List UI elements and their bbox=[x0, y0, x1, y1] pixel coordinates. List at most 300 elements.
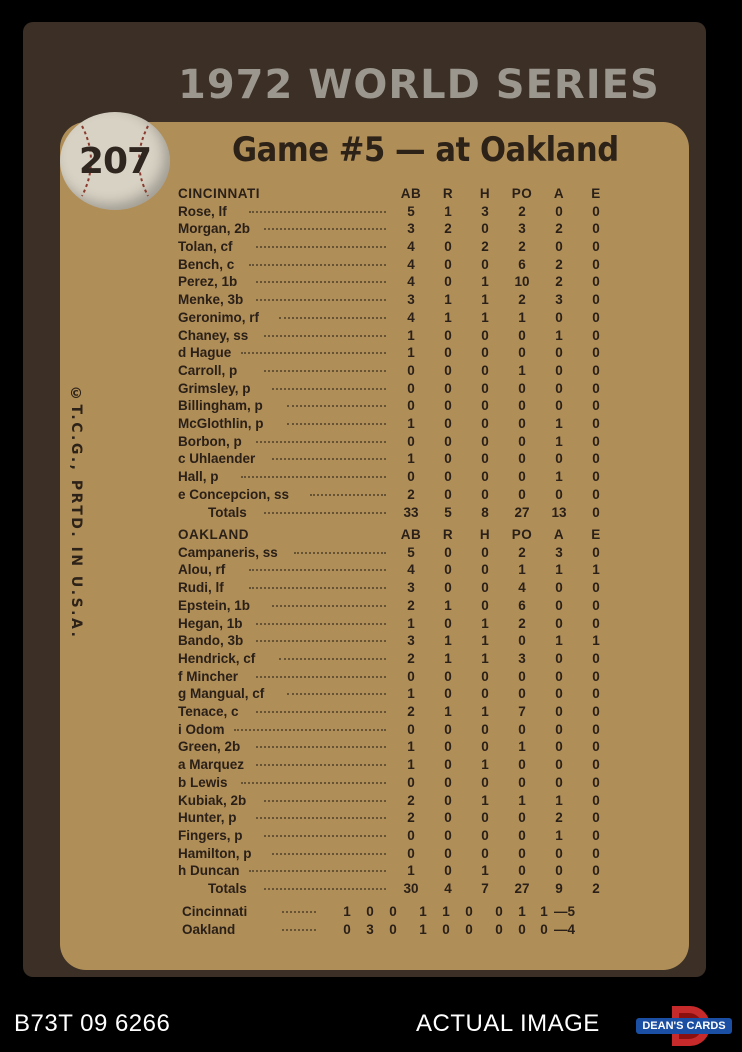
stat-value: 0 bbox=[444, 828, 452, 843]
player-row bbox=[178, 757, 618, 774]
stat-header: A bbox=[553, 186, 565, 201]
linescore-dash: — bbox=[554, 922, 568, 937]
player-row bbox=[178, 381, 618, 398]
stat-value: 3 bbox=[518, 221, 526, 236]
player-row bbox=[178, 292, 618, 309]
player-row bbox=[178, 257, 618, 274]
stat-value: 0 bbox=[444, 451, 452, 466]
stat-value: 1 bbox=[518, 793, 526, 808]
stat-value: 4 bbox=[407, 239, 415, 254]
stat-value: 1 bbox=[481, 292, 489, 307]
linescore-row bbox=[182, 904, 612, 921]
stat-value: 0 bbox=[444, 363, 452, 378]
player-row bbox=[178, 863, 618, 880]
stat-header: A bbox=[553, 527, 565, 542]
stat-value: 0 bbox=[444, 257, 452, 272]
leader-dots bbox=[256, 441, 386, 443]
stat-value: 0 bbox=[481, 363, 489, 378]
stat-value: 0 bbox=[444, 757, 452, 772]
player-row bbox=[178, 398, 618, 415]
leader-dots bbox=[234, 729, 386, 731]
stat-value: 0 bbox=[481, 381, 489, 396]
player-name: Hunter, p bbox=[178, 810, 237, 825]
player-row bbox=[178, 793, 618, 810]
player-name: Bando, 3b bbox=[178, 633, 244, 648]
stat-value: 2 bbox=[555, 221, 563, 236]
linescore-total-runs: 4 bbox=[567, 922, 576, 937]
stat-value: 0 bbox=[555, 739, 563, 754]
linescore-team: Cincinnati bbox=[182, 904, 248, 919]
player-name: Kubiak, 2b bbox=[178, 793, 247, 808]
stat-value: 10 bbox=[514, 274, 530, 289]
player-row bbox=[178, 239, 618, 256]
inning-runs: 1 bbox=[540, 904, 548, 919]
stat-value: 0 bbox=[592, 381, 600, 396]
stat-value: 0 bbox=[444, 345, 452, 360]
leader-dots bbox=[256, 746, 386, 748]
stat-value: 1 bbox=[481, 793, 489, 808]
player-name: e Concepcion, ss bbox=[178, 487, 290, 502]
stat-value: 0 bbox=[407, 722, 415, 737]
stat-value: 0 bbox=[444, 239, 452, 254]
stat-value: 2 bbox=[518, 239, 526, 254]
player-name: f Mincher bbox=[178, 669, 239, 684]
player-row bbox=[178, 545, 618, 562]
leader-dots bbox=[256, 299, 386, 301]
stat-value: 1 bbox=[555, 828, 563, 843]
stat-value: 0 bbox=[555, 669, 563, 684]
stat-value: 2 bbox=[555, 810, 563, 825]
linescore-dash: — bbox=[554, 904, 568, 919]
stat-value: 0 bbox=[555, 487, 563, 502]
totals-row bbox=[178, 881, 618, 898]
leader-dots bbox=[264, 228, 386, 230]
player-name: Fingers, p bbox=[178, 828, 243, 843]
leader-dots bbox=[272, 458, 386, 460]
stat-value: 0 bbox=[407, 775, 415, 790]
linescore-final bbox=[554, 922, 575, 937]
stat-value: 1 bbox=[592, 562, 600, 577]
stat-value: 0 bbox=[592, 328, 600, 343]
stat-value: 1 bbox=[555, 328, 563, 343]
player-row bbox=[178, 775, 618, 792]
stat-value: 6 bbox=[518, 257, 526, 272]
player-name: h Duncan bbox=[178, 863, 240, 878]
stat-value: 1 bbox=[407, 328, 415, 343]
player-row bbox=[178, 616, 618, 633]
stat-value: 27 bbox=[514, 881, 530, 896]
stat-value: 0 bbox=[592, 810, 600, 825]
stat-value: 7 bbox=[518, 704, 526, 719]
stat-value: 0 bbox=[444, 328, 452, 343]
leader-dots bbox=[256, 711, 386, 713]
player-name: Rose, lf bbox=[178, 204, 227, 219]
stat-value: 0 bbox=[555, 846, 563, 861]
leader-dots bbox=[264, 335, 386, 337]
stat-value: 0 bbox=[481, 257, 489, 272]
player-name: Hall, p bbox=[178, 469, 219, 484]
stat-header: PO bbox=[511, 186, 533, 201]
stat-value: 2 bbox=[407, 598, 415, 613]
stat-value: 0 bbox=[481, 722, 489, 737]
leader-dots bbox=[249, 587, 386, 589]
stat-value: 0 bbox=[444, 580, 452, 595]
stat-value: 0 bbox=[444, 722, 452, 737]
stat-value: 0 bbox=[555, 598, 563, 613]
leader-dots bbox=[310, 494, 386, 496]
stat-value: 0 bbox=[407, 381, 415, 396]
stat-value: 0 bbox=[481, 221, 489, 236]
stat-value: 0 bbox=[444, 775, 452, 790]
player-name: c Uhlaender bbox=[178, 451, 256, 466]
stat-value: 0 bbox=[444, 274, 452, 289]
leader-dots bbox=[256, 623, 386, 625]
inning-runs: 0 bbox=[343, 922, 351, 937]
stat-value: 0 bbox=[592, 239, 600, 254]
leader-dots bbox=[249, 264, 386, 266]
stat-value: 0 bbox=[518, 434, 526, 449]
stat-value: 0 bbox=[518, 722, 526, 737]
stat-value: 0 bbox=[444, 810, 452, 825]
stat-value: 1 bbox=[407, 616, 415, 631]
leader-dots bbox=[241, 782, 386, 784]
stat-value: 13 bbox=[551, 505, 567, 520]
stat-value: 1 bbox=[444, 704, 452, 719]
stat-value: 0 bbox=[444, 669, 452, 684]
stat-value: 0 bbox=[592, 274, 600, 289]
stat-value: 5 bbox=[407, 204, 415, 219]
stat-value: 1 bbox=[407, 863, 415, 878]
stat-value: 0 bbox=[481, 545, 489, 560]
player-name: g Mangual, cf bbox=[178, 686, 265, 701]
stat-value: 0 bbox=[481, 580, 489, 595]
stat-value: 0 bbox=[481, 669, 489, 684]
stat-value: 0 bbox=[592, 863, 600, 878]
inning-runs: 0 bbox=[389, 922, 397, 937]
player-name: d Hague bbox=[178, 345, 232, 360]
stat-header: R bbox=[442, 186, 454, 201]
stat-value: 0 bbox=[518, 686, 526, 701]
inning-runs: 0 bbox=[540, 922, 548, 937]
leader-dots bbox=[272, 388, 386, 390]
stat-value: 2 bbox=[518, 204, 526, 219]
stat-value: 1 bbox=[407, 416, 415, 431]
player-name: b Lewis bbox=[178, 775, 228, 790]
stat-value: 0 bbox=[444, 686, 452, 701]
stat-value: 0 bbox=[592, 221, 600, 236]
stat-value: 0 bbox=[555, 398, 563, 413]
inning-runs: 1 bbox=[419, 904, 427, 919]
totals-label: Totals bbox=[208, 505, 247, 520]
linescore-total-runs: 5 bbox=[567, 904, 576, 919]
stat-value: 30 bbox=[403, 881, 419, 896]
stat-value: 3 bbox=[407, 221, 415, 236]
stat-value: 0 bbox=[481, 562, 489, 577]
player-name: Borbon, p bbox=[178, 434, 242, 449]
stat-value: 0 bbox=[481, 810, 489, 825]
player-name: i Odom bbox=[178, 722, 225, 737]
copyright-notice: ©T.C.G., PRTD. IN U.S.A. bbox=[68, 386, 84, 640]
stat-value: 0 bbox=[481, 328, 489, 343]
stat-value: 1 bbox=[481, 310, 489, 325]
stat-value: 0 bbox=[444, 562, 452, 577]
leader-dots bbox=[249, 211, 386, 213]
player-name: Hamilton, p bbox=[178, 846, 252, 861]
player-name: Billingham, p bbox=[178, 398, 263, 413]
leader-dots bbox=[282, 929, 316, 931]
leader-dots bbox=[272, 605, 386, 607]
stat-value: 1 bbox=[444, 204, 452, 219]
leader-dots bbox=[249, 870, 386, 872]
totals-label: Totals bbox=[208, 881, 247, 896]
player-row bbox=[178, 686, 618, 703]
leader-dots bbox=[279, 317, 386, 319]
stat-value: 0 bbox=[481, 487, 489, 502]
player-row bbox=[178, 846, 618, 863]
stat-header: R bbox=[442, 527, 454, 542]
player-name: Carroll, p bbox=[178, 363, 238, 378]
stat-value: 0 bbox=[444, 434, 452, 449]
stat-value: 4 bbox=[407, 562, 415, 577]
linescore-row bbox=[182, 922, 612, 939]
stat-value: 1 bbox=[481, 651, 489, 666]
stat-header: PO bbox=[511, 527, 533, 542]
stat-value: 1 bbox=[481, 616, 489, 631]
stat-value: 0 bbox=[592, 775, 600, 790]
stat-value: 2 bbox=[481, 239, 489, 254]
stat-value: 0 bbox=[481, 739, 489, 754]
inning-runs: 1 bbox=[442, 904, 450, 919]
stat-value: 0 bbox=[518, 633, 526, 648]
stat-value: 0 bbox=[555, 345, 563, 360]
stat-value: 1 bbox=[407, 345, 415, 360]
player-row bbox=[178, 469, 618, 486]
stat-value: 0 bbox=[481, 846, 489, 861]
stat-value: 0 bbox=[518, 345, 526, 360]
stat-value: 0 bbox=[592, 616, 600, 631]
stat-value: 0 bbox=[555, 651, 563, 666]
inventory-id: B73T 09 6266 bbox=[14, 1010, 171, 1037]
inning-runs: 0 bbox=[518, 922, 526, 937]
totals-row bbox=[178, 505, 618, 522]
player-row bbox=[178, 434, 618, 451]
stat-value: 0 bbox=[555, 580, 563, 595]
stat-value: 0 bbox=[518, 775, 526, 790]
player-name: Morgan, 2b bbox=[178, 221, 251, 236]
stat-value: 1 bbox=[407, 739, 415, 754]
stat-value: 0 bbox=[407, 469, 415, 484]
stat-value: 0 bbox=[555, 363, 563, 378]
stat-value: 1 bbox=[555, 469, 563, 484]
stat-value: 1 bbox=[407, 686, 415, 701]
player-name: Grimsley, p bbox=[178, 381, 251, 396]
leader-dots bbox=[241, 352, 386, 354]
stat-value: 0 bbox=[518, 416, 526, 431]
stat-value: 0 bbox=[481, 345, 489, 360]
stat-header: H bbox=[479, 186, 491, 201]
stat-value: 0 bbox=[592, 722, 600, 737]
stat-value: 0 bbox=[444, 469, 452, 484]
team-name: CINCINNATI bbox=[178, 186, 260, 201]
stat-value: 3 bbox=[555, 292, 563, 307]
inning-runs: 1 bbox=[518, 904, 526, 919]
stat-value: 0 bbox=[407, 363, 415, 378]
stat-value: 0 bbox=[481, 686, 489, 701]
stat-value: 0 bbox=[444, 545, 452, 560]
stat-value: 3 bbox=[555, 545, 563, 560]
stat-value: 0 bbox=[444, 846, 452, 861]
player-name: Hendrick, cf bbox=[178, 651, 256, 666]
stat-value: 1 bbox=[518, 363, 526, 378]
leader-dots bbox=[264, 370, 386, 372]
stat-value: 0 bbox=[518, 846, 526, 861]
inning-runs: 0 bbox=[389, 904, 397, 919]
stat-value: 0 bbox=[592, 598, 600, 613]
stat-value: 4 bbox=[407, 274, 415, 289]
leader-dots bbox=[256, 676, 386, 678]
leader-dots bbox=[287, 423, 386, 425]
stat-value: 1 bbox=[481, 863, 489, 878]
inning-runs: 0 bbox=[495, 904, 503, 919]
stat-header: E bbox=[591, 527, 601, 542]
stat-value: 0 bbox=[407, 434, 415, 449]
inning-runs: 0 bbox=[465, 922, 473, 937]
inning-runs: 0 bbox=[465, 904, 473, 919]
stat-value: 0 bbox=[592, 686, 600, 701]
inning-runs: 0 bbox=[366, 904, 374, 919]
stat-value: 0 bbox=[407, 669, 415, 684]
player-name: Tenace, c bbox=[178, 704, 239, 719]
stat-value: 27 bbox=[514, 505, 530, 520]
stat-value: 0 bbox=[555, 775, 563, 790]
player-row bbox=[178, 739, 618, 756]
stat-value: 0 bbox=[592, 416, 600, 431]
stat-header: AB bbox=[400, 527, 422, 542]
player-row bbox=[178, 828, 618, 845]
stat-value: 0 bbox=[444, 616, 452, 631]
stat-value: 6 bbox=[518, 598, 526, 613]
linescore-team: Oakland bbox=[182, 922, 236, 937]
stat-value: 0 bbox=[407, 846, 415, 861]
stat-value: 1 bbox=[592, 633, 600, 648]
player-row bbox=[178, 722, 618, 739]
player-name: Green, 2b bbox=[178, 739, 241, 754]
stat-value: 1 bbox=[555, 562, 563, 577]
stat-value: 0 bbox=[592, 704, 600, 719]
stat-value: 0 bbox=[592, 739, 600, 754]
player-row bbox=[178, 345, 618, 362]
player-row bbox=[178, 810, 618, 827]
linescore-final bbox=[554, 904, 575, 919]
stat-value: 0 bbox=[481, 398, 489, 413]
stat-value: 0 bbox=[592, 292, 600, 307]
team-header-row bbox=[178, 527, 618, 544]
stat-value: 0 bbox=[444, 381, 452, 396]
player-row bbox=[178, 651, 618, 668]
stat-value: 3 bbox=[407, 580, 415, 595]
stat-value: 4 bbox=[407, 310, 415, 325]
stat-value: 3 bbox=[407, 633, 415, 648]
stat-value: 2 bbox=[518, 545, 526, 560]
stat-value: 0 bbox=[481, 451, 489, 466]
stat-value: 0 bbox=[518, 381, 526, 396]
stat-value: 0 bbox=[444, 398, 452, 413]
stat-value: 2 bbox=[592, 881, 600, 896]
stat-value: 2 bbox=[555, 274, 563, 289]
stat-value: 2 bbox=[518, 616, 526, 631]
stat-value: 0 bbox=[481, 434, 489, 449]
stat-value: 0 bbox=[481, 416, 489, 431]
stat-value: 0 bbox=[555, 204, 563, 219]
stat-value: 3 bbox=[407, 292, 415, 307]
player-row bbox=[178, 669, 618, 686]
stat-value: 0 bbox=[518, 487, 526, 502]
player-row bbox=[178, 704, 618, 721]
team-header-row bbox=[178, 186, 618, 203]
stat-value: 5 bbox=[407, 545, 415, 560]
stat-value: 2 bbox=[444, 221, 452, 236]
stat-value: 0 bbox=[518, 828, 526, 843]
leader-dots bbox=[256, 281, 386, 283]
stat-value: 0 bbox=[592, 846, 600, 861]
stat-value: 1 bbox=[518, 739, 526, 754]
inning-runs: 0 bbox=[495, 922, 503, 937]
stat-value: 0 bbox=[444, 487, 452, 502]
inning-runs: 1 bbox=[343, 904, 351, 919]
stat-value: 0 bbox=[555, 704, 563, 719]
player-row bbox=[178, 363, 618, 380]
stat-value: 0 bbox=[555, 863, 563, 878]
player-name: Hegan, 1b bbox=[178, 616, 243, 631]
stat-value: 0 bbox=[592, 469, 600, 484]
stat-value: 1 bbox=[481, 633, 489, 648]
stat-value: 0 bbox=[518, 810, 526, 825]
player-row bbox=[178, 310, 618, 327]
stat-value: 0 bbox=[555, 722, 563, 737]
stat-value: 0 bbox=[592, 310, 600, 325]
stat-value: 0 bbox=[555, 451, 563, 466]
player-name: Alou, rf bbox=[178, 562, 226, 577]
player-name: Epstein, 1b bbox=[178, 598, 251, 613]
stat-value: 0 bbox=[518, 328, 526, 343]
leader-dots bbox=[249, 569, 386, 571]
leader-dots bbox=[264, 888, 386, 890]
game-title: Game #5 — at Oakland bbox=[232, 130, 619, 170]
stat-value: 0 bbox=[592, 505, 600, 520]
stat-value: 0 bbox=[444, 739, 452, 754]
stat-value: 1 bbox=[481, 757, 489, 772]
stat-value: 0 bbox=[518, 863, 526, 878]
stat-value: 3 bbox=[481, 204, 489, 219]
player-row bbox=[178, 598, 618, 615]
leader-dots bbox=[264, 800, 386, 802]
leader-dots bbox=[282, 911, 316, 913]
stat-value: 1 bbox=[444, 310, 452, 325]
stat-value: 0 bbox=[481, 469, 489, 484]
stat-value: 0 bbox=[592, 487, 600, 502]
stat-value: 1 bbox=[518, 310, 526, 325]
stat-value: 0 bbox=[555, 616, 563, 631]
card-number: 207 bbox=[78, 140, 152, 182]
stat-value: 0 bbox=[592, 398, 600, 413]
stat-value: 8 bbox=[481, 505, 489, 520]
player-name: Menke, 3b bbox=[178, 292, 244, 307]
stat-value: 1 bbox=[444, 598, 452, 613]
inning-runs: 1 bbox=[419, 922, 427, 937]
player-name: McGlothlin, p bbox=[178, 416, 264, 431]
stat-value: 0 bbox=[518, 469, 526, 484]
stat-value: 0 bbox=[592, 345, 600, 360]
